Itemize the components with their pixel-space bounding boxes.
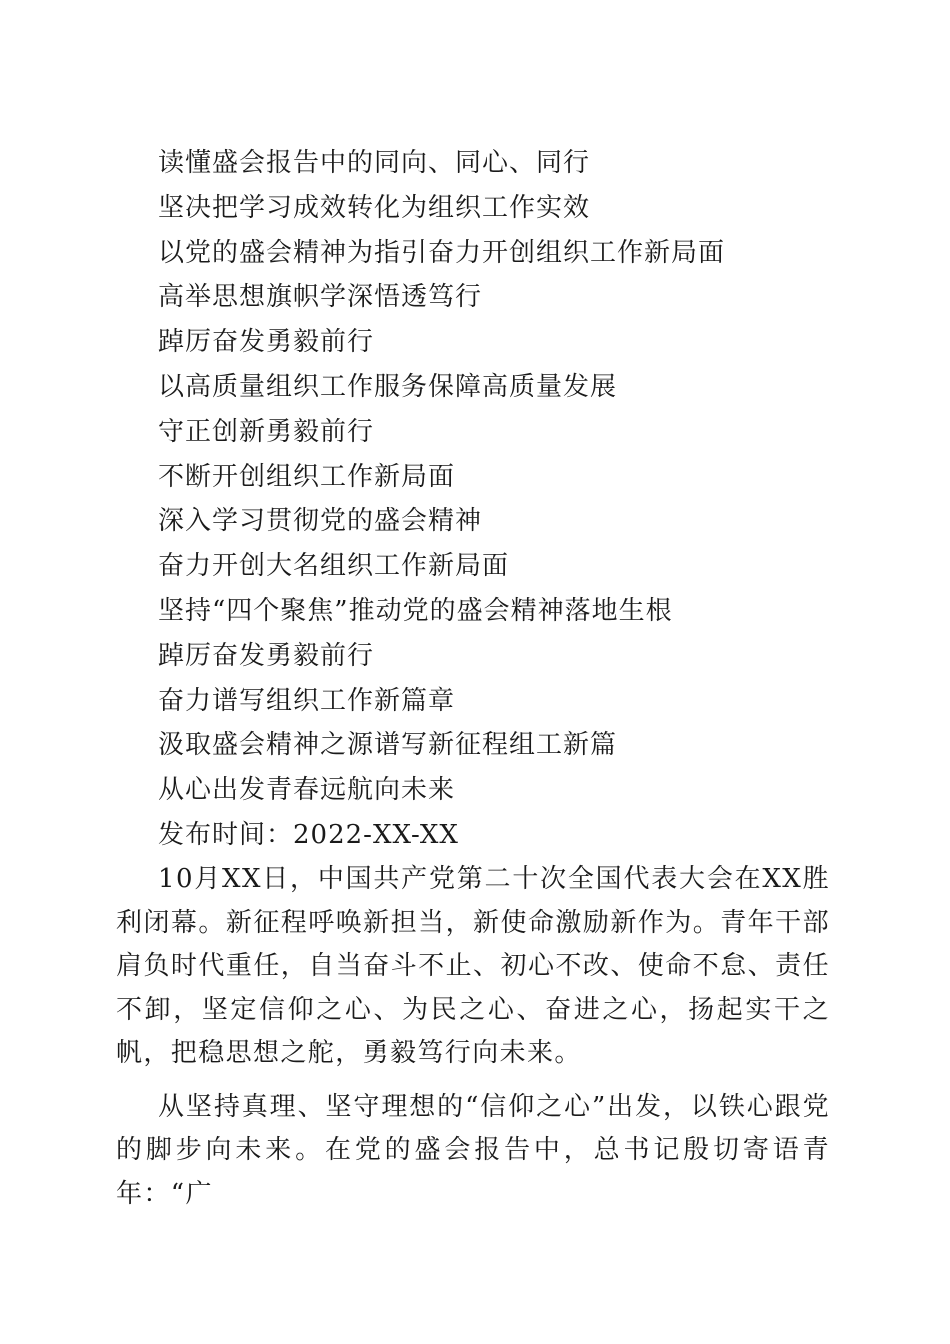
title-line: 守正创新勇毅前行 xyxy=(158,416,375,447)
title-line: 坚决把学习成效转化为组织工作实效 xyxy=(158,192,591,223)
title-line: 以党的盛会精神为指引奋力开创组织工作新局面 xyxy=(158,237,726,268)
title-line: 坚持“四个聚焦”推动党的盛会精神落地生根 xyxy=(158,595,673,626)
title-line: 高举思想旗帜学深悟透笃行 xyxy=(158,282,483,313)
title-line: 踔厉奋发勇毅前行 xyxy=(158,640,375,671)
publish-date: 发布时间：2022-XX-XX xyxy=(158,819,459,850)
title-line: 以高质量组织工作服务保障高质量发展 xyxy=(158,371,618,402)
title-list xyxy=(158,141,858,858)
title-line: 不断开创组织工作新局面 xyxy=(158,461,456,492)
title-line: 汲取盛会精神之源谱写新征程组工新篇 xyxy=(158,730,618,761)
title-line: 踔厉奋发勇毅前行 xyxy=(158,327,375,358)
title-line: 奋力开创大名组织工作新局面 xyxy=(158,551,510,582)
article-body xyxy=(116,858,830,1226)
body-paragraph: 10月XX日，中国共产党第二十次全国代表大会在XX胜利闭幕。新征程呼唤新担当，新使命激励新作为。青年干部肩负时代重任，自当奋斗不止、初心不改、使命不怠、责任不卸，坚定信仰之心、为民之心、奋进之心，扬起实干之帆，把稳思想之舵，勇毅笃行向未来。 xyxy=(116,864,830,1068)
title-line: 从心出发青春远航向未来 xyxy=(158,775,456,806)
title-line: 读懂盛会报告中的同向、同心、同行 xyxy=(158,148,591,178)
title-line: 深入学习贯彻党的盛会精神 xyxy=(158,506,483,537)
title-line: 奋力谱写组织工作新篇章 xyxy=(158,685,456,716)
body-paragraph: 从坚持真理、坚守理想的“信仰之心”出发，以铁心跟党的脚步向未来。在党的盛会报告中，总书记殷切寄语青年：“广 xyxy=(116,1091,830,1209)
